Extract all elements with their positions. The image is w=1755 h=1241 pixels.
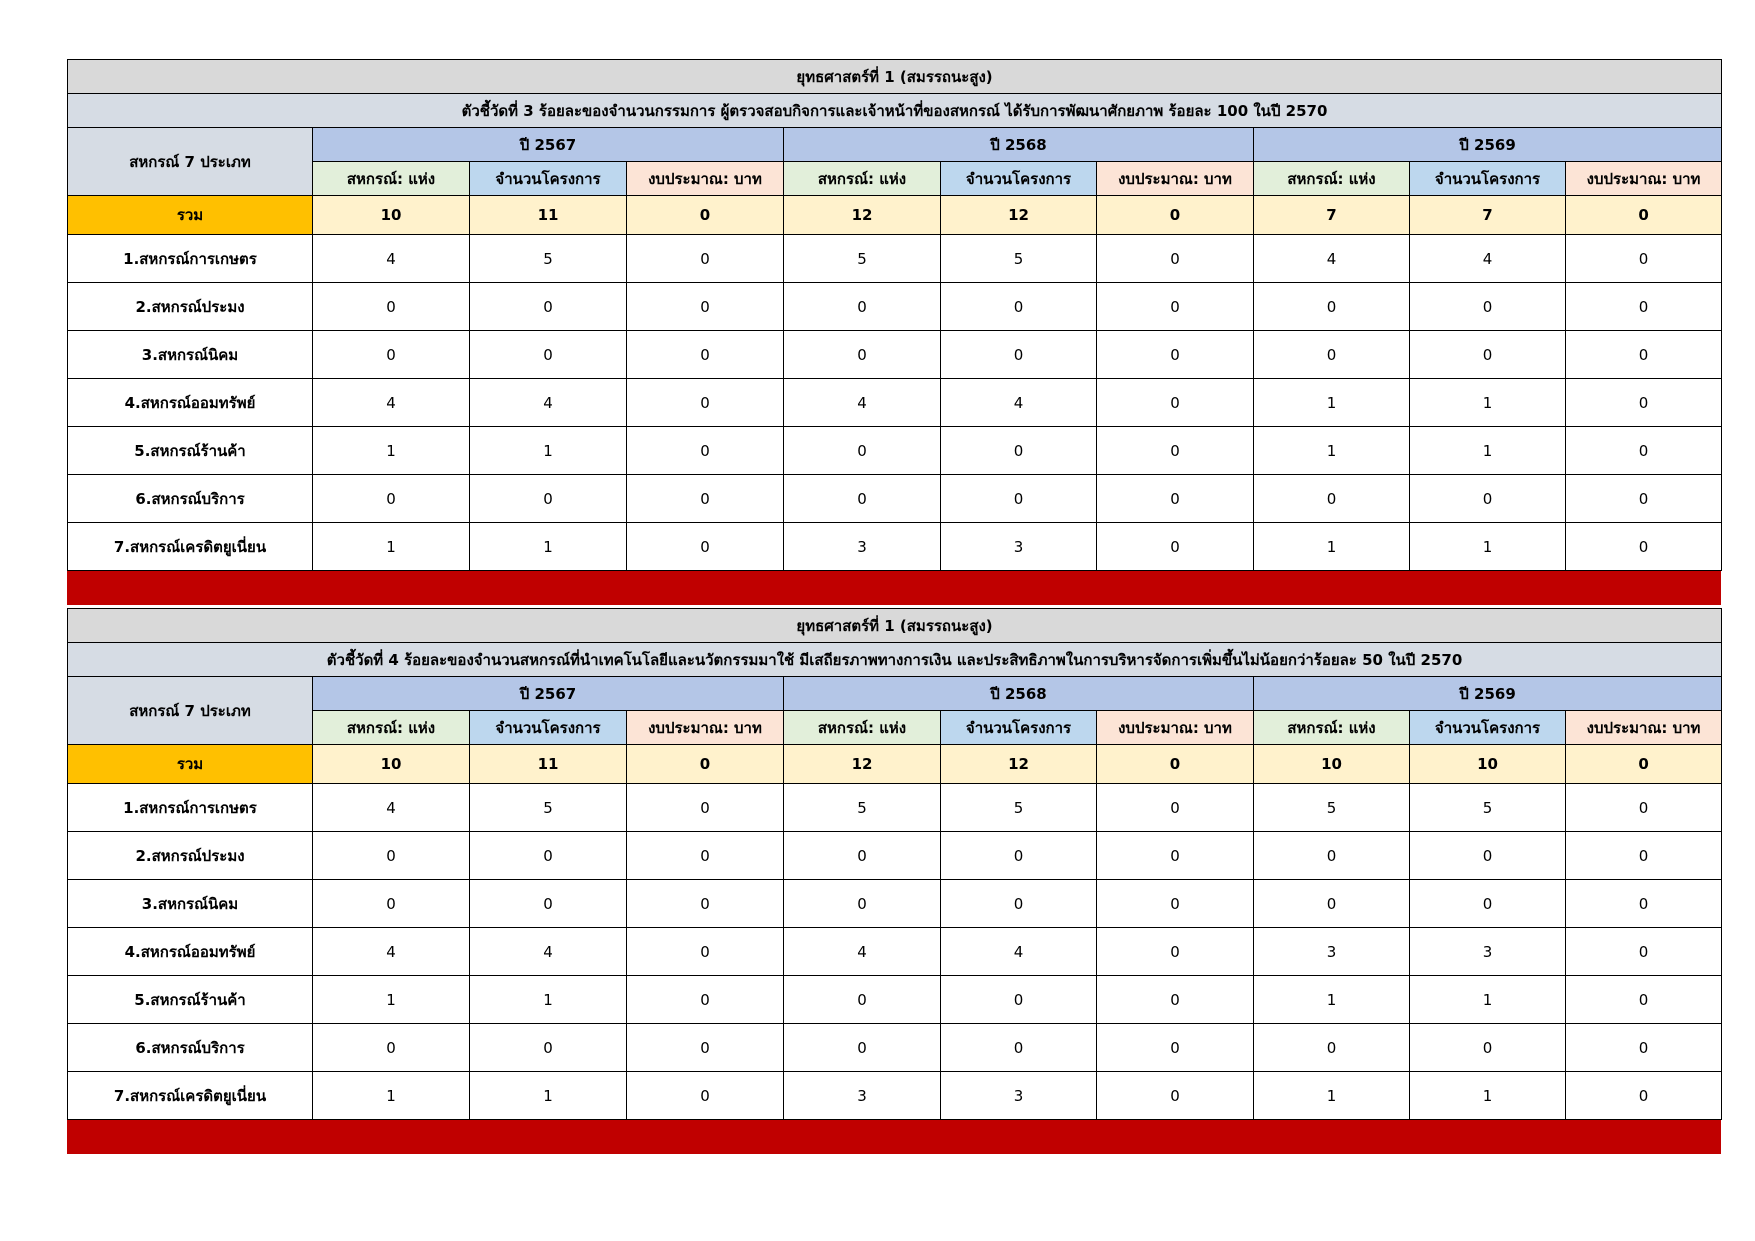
data-cell: 3	[1254, 928, 1410, 976]
data-cell: 5	[1254, 784, 1410, 832]
year-header: ปี 2568	[784, 677, 1254, 711]
data-cell: 0	[1097, 331, 1254, 379]
data-cell: 5	[470, 784, 627, 832]
data-cell: 1	[1410, 523, 1566, 571]
total-cell: 12	[941, 196, 1097, 235]
coop-count-header: สหกรณ์: แห่ง	[313, 711, 470, 745]
row-label: 3.สหกรณ์นิคม	[68, 880, 313, 928]
data-cell: 0	[1410, 880, 1566, 928]
data-cell: 1	[470, 427, 627, 475]
data-cell: 4	[784, 379, 941, 427]
data-cell: 0	[1566, 283, 1722, 331]
table-row	[68, 784, 1722, 832]
data-cell: 0	[627, 283, 784, 331]
data-cell: 0	[1097, 976, 1254, 1024]
row-label: 5.สหกรณ์ร้านค้า	[68, 976, 313, 1024]
data-cell: 0	[1097, 283, 1254, 331]
row-label: 1.สหกรณ์การเกษตร	[68, 235, 313, 283]
data-cell: 0	[313, 475, 470, 523]
data-cell: 0	[1097, 235, 1254, 283]
table-row	[68, 331, 1722, 379]
data-cell: 1	[1410, 379, 1566, 427]
indicator-3-section	[67, 59, 1721, 605]
data-cell: 0	[313, 331, 470, 379]
total-cell: 0	[1566, 745, 1722, 784]
data-cell: 0	[470, 880, 627, 928]
year-header: ปี 2567	[313, 128, 784, 162]
total-label: รวม	[68, 196, 313, 235]
coop-count-header: สหกรณ์: แห่ง	[784, 162, 941, 196]
data-cell: 0	[941, 427, 1097, 475]
data-cell: 3	[941, 523, 1097, 571]
cooperative-type-header: สหกรณ์ 7 ประเภท	[68, 677, 313, 745]
project-count-header: จำนวนโครงการ	[941, 711, 1097, 745]
data-cell: 4	[313, 235, 470, 283]
data-cell: 3	[784, 1072, 941, 1120]
data-cell: 1	[470, 1072, 627, 1120]
data-cell: 0	[1097, 427, 1254, 475]
total-cell: 11	[470, 196, 627, 235]
data-cell: 5	[784, 784, 941, 832]
data-cell: 0	[941, 832, 1097, 880]
budget-header: งบประมาณ: บาท	[1566, 162, 1722, 196]
table-row	[68, 475, 1722, 523]
strategy-title: ยุทธศาสตร์ที่ 1 (สมรรถนะสูง)	[68, 609, 1722, 643]
data-cell: 0	[1566, 427, 1722, 475]
data-cell: 0	[1097, 784, 1254, 832]
year-header: ปี 2569	[1254, 128, 1722, 162]
data-cell: 0	[627, 427, 784, 475]
data-cell: 0	[470, 331, 627, 379]
row-label: 6.สหกรณ์บริการ	[68, 475, 313, 523]
data-cell: 1	[470, 976, 627, 1024]
data-cell: 4	[1410, 235, 1566, 283]
data-cell: 4	[313, 379, 470, 427]
data-cell: 4	[313, 928, 470, 976]
data-cell: 4	[313, 784, 470, 832]
indicator-table	[67, 608, 1722, 1120]
total-cell: 0	[627, 196, 784, 235]
data-cell: 0	[784, 331, 941, 379]
data-cell: 4	[470, 928, 627, 976]
data-cell: 1	[313, 1072, 470, 1120]
data-cell: 4	[941, 928, 1097, 976]
coop-count-header: สหกรณ์: แห่ง	[1254, 162, 1410, 196]
coop-count-header: สหกรณ์: แห่ง	[784, 711, 941, 745]
data-cell: 0	[1566, 331, 1722, 379]
data-cell: 0	[1566, 379, 1722, 427]
data-cell: 1	[1254, 976, 1410, 1024]
data-cell: 0	[1410, 283, 1566, 331]
data-cell: 0	[627, 928, 784, 976]
budget-header: งบประมาณ: บาท	[627, 162, 784, 196]
data-cell: 0	[1566, 1024, 1722, 1072]
project-count-header: จำนวนโครงการ	[1410, 711, 1566, 745]
data-cell: 0	[1410, 331, 1566, 379]
data-cell: 0	[1254, 331, 1410, 379]
data-cell: 0	[627, 523, 784, 571]
total-cell: 12	[784, 745, 941, 784]
row-label: 3.สหกรณ์นิคม	[68, 331, 313, 379]
data-cell: 0	[627, 475, 784, 523]
coop-count-header: สหกรณ์: แห่ง	[313, 162, 470, 196]
data-cell: 0	[1566, 928, 1722, 976]
data-cell: 0	[470, 283, 627, 331]
data-cell: 0	[627, 379, 784, 427]
total-row	[68, 745, 1722, 784]
data-cell: 0	[784, 475, 941, 523]
table-row	[68, 283, 1722, 331]
data-cell: 0	[1566, 475, 1722, 523]
data-cell: 1	[1410, 976, 1566, 1024]
data-cell: 0	[470, 1024, 627, 1072]
total-cell: 12	[784, 196, 941, 235]
data-cell: 0	[627, 880, 784, 928]
data-cell: 4	[941, 379, 1097, 427]
row-label: 5.สหกรณ์ร้านค้า	[68, 427, 313, 475]
data-cell: 0	[1097, 1024, 1254, 1072]
project-count-header: จำนวนโครงการ	[470, 162, 627, 196]
data-cell: 0	[941, 976, 1097, 1024]
data-cell: 0	[1097, 832, 1254, 880]
data-cell: 0	[627, 976, 784, 1024]
data-cell: 0	[941, 1024, 1097, 1072]
section-separator-bar	[67, 1120, 1721, 1154]
strategy-title: ยุทธศาสตร์ที่ 1 (สมรรถนะสูง)	[68, 60, 1722, 94]
year-header: ปี 2568	[784, 128, 1254, 162]
data-cell: 3	[784, 523, 941, 571]
project-count-header: จำนวนโครงการ	[941, 162, 1097, 196]
data-cell: 4	[470, 379, 627, 427]
indicator-4-section	[67, 608, 1721, 1154]
data-cell: 0	[941, 475, 1097, 523]
data-cell: 0	[1097, 880, 1254, 928]
data-cell: 3	[941, 1072, 1097, 1120]
data-cell: 0	[627, 1072, 784, 1120]
data-cell: 4	[784, 928, 941, 976]
total-cell: 10	[1410, 745, 1566, 784]
row-label: 7.สหกรณ์เครดิตยูเนี่ยน	[68, 1072, 313, 1120]
table-row	[68, 1072, 1722, 1120]
data-cell: 0	[627, 832, 784, 880]
data-cell: 0	[784, 976, 941, 1024]
data-cell: 0	[313, 1024, 470, 1072]
table-row	[68, 928, 1722, 976]
table-row	[68, 1024, 1722, 1072]
year-header: ปี 2569	[1254, 677, 1722, 711]
total-label: รวม	[68, 745, 313, 784]
row-label: 4.สหกรณ์ออมทรัพย์	[68, 379, 313, 427]
total-cell: 10	[313, 196, 470, 235]
data-cell: 0	[941, 283, 1097, 331]
data-cell: 0	[941, 331, 1097, 379]
data-cell: 1	[1254, 523, 1410, 571]
data-cell: 5	[784, 235, 941, 283]
table-row	[68, 523, 1722, 571]
data-cell: 1	[1410, 1072, 1566, 1120]
indicator-title: ตัวชี้วัดที่ 3 ร้อยละของจำนวนกรรมการ ผู้ตรวจสอบกิจการและเจ้าหน้าที่ของสหกรณ์ ได้รับการพัฒนาศักยภาพ ร้อยละ 100 ในปี 2570	[68, 94, 1722, 128]
section-separator-bar	[67, 571, 1721, 605]
table-row	[68, 880, 1722, 928]
row-label: 7.สหกรณ์เครดิตยูเนี่ยน	[68, 523, 313, 571]
data-cell: 0	[313, 832, 470, 880]
indicator-title: ตัวชี้วัดที่ 4 ร้อยละของจำนวนสหกรณ์ที่นำเทคโนโลยีและนวัตกรรมมาใช้ มีเสถียรภาพทางการเงิน และประสิทธิภาพในการบริหารจัดการเพิ่มขึ้นไม่น้อยกว่าร้อยละ 50 ในปี 2570	[68, 643, 1722, 677]
indicator-table	[67, 59, 1722, 571]
row-label: 4.สหกรณ์ออมทรัพย์	[68, 928, 313, 976]
data-cell: 0	[1254, 475, 1410, 523]
data-cell: 0	[627, 784, 784, 832]
data-cell: 0	[1254, 880, 1410, 928]
data-cell: 0	[470, 475, 627, 523]
coop-count-header: สหกรณ์: แห่ง	[1254, 711, 1410, 745]
data-cell: 0	[1410, 832, 1566, 880]
data-cell: 0	[1566, 880, 1722, 928]
data-cell: 0	[1566, 832, 1722, 880]
total-cell: 11	[470, 745, 627, 784]
data-cell: 0	[1566, 976, 1722, 1024]
budget-header: งบประมาณ: บาท	[1566, 711, 1722, 745]
data-cell: 0	[1566, 784, 1722, 832]
data-cell: 0	[1254, 1024, 1410, 1072]
total-cell: 7	[1410, 196, 1566, 235]
data-cell: 0	[941, 880, 1097, 928]
data-cell: 0	[313, 283, 470, 331]
data-cell: 0	[1566, 523, 1722, 571]
total-cell: 10	[313, 745, 470, 784]
data-cell: 0	[1254, 832, 1410, 880]
data-cell: 0	[784, 832, 941, 880]
data-cell: 5	[941, 784, 1097, 832]
data-cell: 0	[1097, 928, 1254, 976]
total-row	[68, 196, 1722, 235]
data-cell: 0	[627, 235, 784, 283]
data-cell: 0	[1097, 1072, 1254, 1120]
table-row	[68, 235, 1722, 283]
data-cell: 0	[1410, 1024, 1566, 1072]
data-cell: 4	[1254, 235, 1410, 283]
data-cell: 0	[784, 1024, 941, 1072]
data-cell: 5	[470, 235, 627, 283]
table-row	[68, 976, 1722, 1024]
data-cell: 0	[784, 427, 941, 475]
total-cell: 12	[941, 745, 1097, 784]
data-cell: 1	[1254, 379, 1410, 427]
total-cell: 0	[1097, 745, 1254, 784]
data-cell: 1	[1410, 427, 1566, 475]
year-header: ปี 2567	[313, 677, 784, 711]
data-cell: 0	[784, 880, 941, 928]
data-cell: 0	[313, 880, 470, 928]
data-cell: 0	[1410, 475, 1566, 523]
data-cell: 1	[1254, 427, 1410, 475]
total-cell: 0	[1566, 196, 1722, 235]
cooperative-type-header: สหกรณ์ 7 ประเภท	[68, 128, 313, 196]
table-row	[68, 832, 1722, 880]
data-cell: 1	[470, 523, 627, 571]
table-row	[68, 379, 1722, 427]
budget-header: งบประมาณ: บาท	[627, 711, 784, 745]
row-label: 2.สหกรณ์ประมง	[68, 283, 313, 331]
data-cell: 0	[1566, 235, 1722, 283]
data-cell: 0	[1097, 379, 1254, 427]
project-count-header: จำนวนโครงการ	[1410, 162, 1566, 196]
data-cell: 5	[1410, 784, 1566, 832]
data-cell: 0	[784, 283, 941, 331]
total-cell: 7	[1254, 196, 1410, 235]
data-cell: 1	[313, 427, 470, 475]
data-cell: 0	[1254, 283, 1410, 331]
row-label: 6.สหกรณ์บริการ	[68, 1024, 313, 1072]
data-cell: 1	[1254, 1072, 1410, 1120]
project-count-header: จำนวนโครงการ	[470, 711, 627, 745]
data-cell: 0	[627, 1024, 784, 1072]
data-cell: 0	[627, 331, 784, 379]
total-cell: 0	[627, 745, 784, 784]
data-cell: 0	[1097, 523, 1254, 571]
data-cell: 0	[470, 832, 627, 880]
budget-header: งบประมาณ: บาท	[1097, 711, 1254, 745]
data-cell: 1	[313, 523, 470, 571]
budget-header: งบประมาณ: บาท	[1097, 162, 1254, 196]
row-label: 2.สหกรณ์ประมง	[68, 832, 313, 880]
table-row	[68, 427, 1722, 475]
row-label: 1.สหกรณ์การเกษตร	[68, 784, 313, 832]
total-cell: 10	[1254, 745, 1410, 784]
total-cell: 0	[1097, 196, 1254, 235]
data-cell: 5	[941, 235, 1097, 283]
data-cell: 0	[1097, 475, 1254, 523]
data-cell: 1	[313, 976, 470, 1024]
data-cell: 0	[1566, 1072, 1722, 1120]
data-cell: 3	[1410, 928, 1566, 976]
